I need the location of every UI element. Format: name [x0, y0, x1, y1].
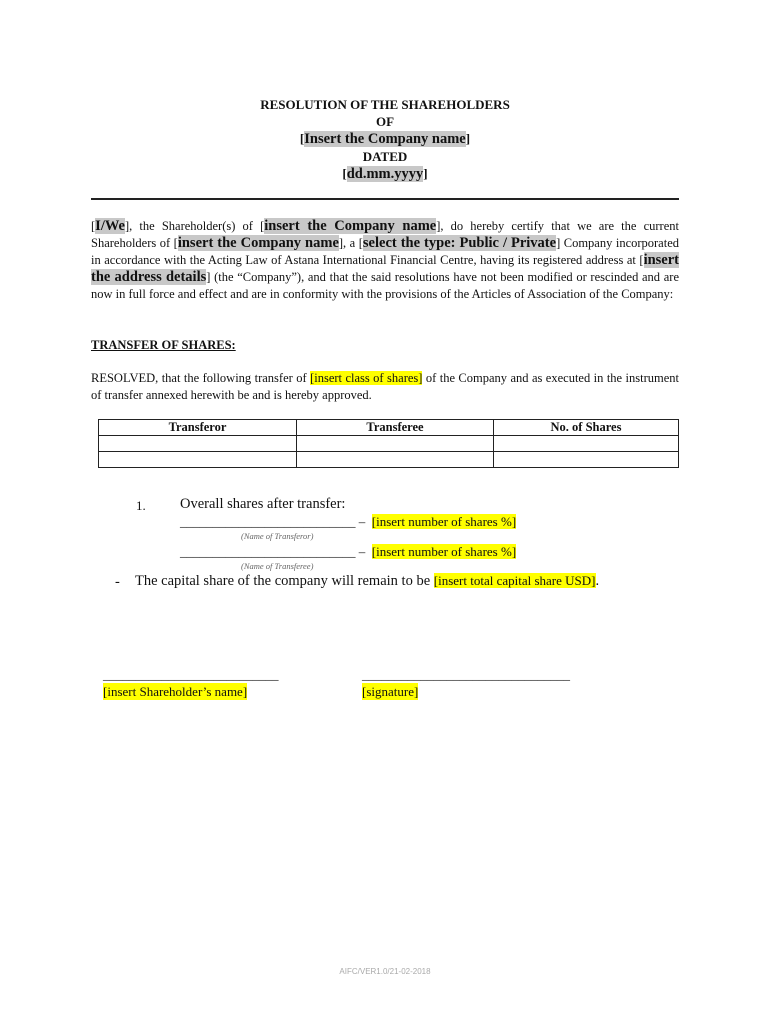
- transferee-caption: (Name of Transferee): [241, 561, 314, 571]
- iwe-placeholder: I/We: [95, 218, 125, 234]
- share-class-placeholder: [insert class of shares]: [310, 371, 423, 385]
- text: .: [595, 573, 600, 589]
- company-name-placeholder: insert the Company name: [177, 235, 339, 251]
- title-company: [0, 130, 770, 148]
- signature-block: [362, 666, 570, 700]
- text: ], the Shareholder(s) of [: [124, 219, 265, 233]
- table-cell[interactable]: [494, 452, 679, 468]
- date-placeholder: dd.mm.yyyy: [346, 166, 424, 182]
- transferor-line: [180, 514, 516, 530]
- table-row: [99, 452, 679, 468]
- section-heading: TRANSFER OF SHARES:: [91, 338, 236, 352]
- resolved-paragraph: [91, 370, 679, 404]
- table-cell[interactable]: [99, 436, 297, 452]
- column-header-transferor: Transferor: [99, 420, 297, 436]
- shareholder-signature-block: [103, 666, 279, 700]
- bracket: ]: [465, 131, 471, 146]
- signature-line: ________________________________: [362, 667, 570, 682]
- company-name-placeholder: insert the Company name: [264, 218, 437, 234]
- document-header: [0, 96, 770, 183]
- bracket: ]: [423, 166, 428, 181]
- shareholder-name-placeholder: [insert Shareholder’s name]: [103, 684, 248, 699]
- column-header-transferee: Transferee: [297, 420, 494, 436]
- transferee-shares-placeholder: [insert number of shares %]: [371, 544, 517, 559]
- blank-line: ___________________________ –: [180, 544, 366, 559]
- company-type-placeholder: select the type: Public / Private: [362, 235, 557, 251]
- capital-share-placeholder: [insert total capital share USD]: [433, 573, 596, 588]
- header-divider: [91, 198, 679, 200]
- title-dated: DATED: [362, 149, 408, 164]
- table-cell[interactable]: [99, 452, 297, 468]
- company-name-placeholder: Insert the Company name: [304, 131, 466, 147]
- table-row: [99, 436, 679, 452]
- text: The capital share of the company will remain to be: [135, 573, 434, 589]
- text: ], do hereby certify that we are the current Shareholders of [: [91, 219, 679, 250]
- text: [: [91, 219, 96, 233]
- transferee-line: [180, 544, 516, 560]
- text: ], a [: [338, 236, 363, 250]
- title-date: [0, 165, 770, 183]
- table-header-row: [99, 420, 679, 436]
- capital-share-statement: [135, 573, 599, 590]
- overall-shares-title: Overall shares after transfer:: [180, 496, 346, 512]
- signature-placeholder: [signature]: [362, 684, 419, 699]
- bullet-dash: -: [115, 574, 120, 590]
- column-header-shares: No. of Shares: [494, 420, 679, 436]
- transfer-table: [98, 419, 679, 468]
- table-cell[interactable]: [297, 436, 494, 452]
- text: RESOLVED, that the following transfer of: [91, 371, 311, 385]
- text: ] Company incorporated in accordance with the Acting Law of Astana International Financial Centre, having its registered address at [: [91, 236, 680, 267]
- transferor-shares-placeholder: [insert number of shares %]: [371, 514, 517, 529]
- text: ] (the “Company”), and that the said resolutions have not been modified or rescinded and are now in full force and effect and are in conformity with the provisions of the Articles of Association of the Company:: [91, 270, 679, 301]
- list-number: 1.: [136, 498, 146, 513]
- text: of the Company and as executed in the instrument of transfer annexed herewith be and is hereby approved.: [91, 371, 679, 402]
- title-of: OF: [375, 114, 395, 129]
- address-placeholder: insert the address details: [91, 252, 679, 285]
- certification-paragraph: [91, 218, 679, 303]
- bracket: [: [342, 166, 347, 181]
- table-cell[interactable]: [297, 452, 494, 468]
- footer-version: AIFC/VER1.0/21-02-2018: [339, 967, 431, 976]
- bracket: [: [299, 131, 305, 146]
- transferor-caption: (Name of Transferor): [241, 531, 314, 541]
- document-title: RESOLUTION OF THE SHAREHOLDERS: [260, 97, 510, 112]
- table-cell[interactable]: [494, 436, 679, 452]
- signature-line: ___________________________: [103, 667, 279, 682]
- blank-line: ___________________________ –: [180, 514, 366, 529]
